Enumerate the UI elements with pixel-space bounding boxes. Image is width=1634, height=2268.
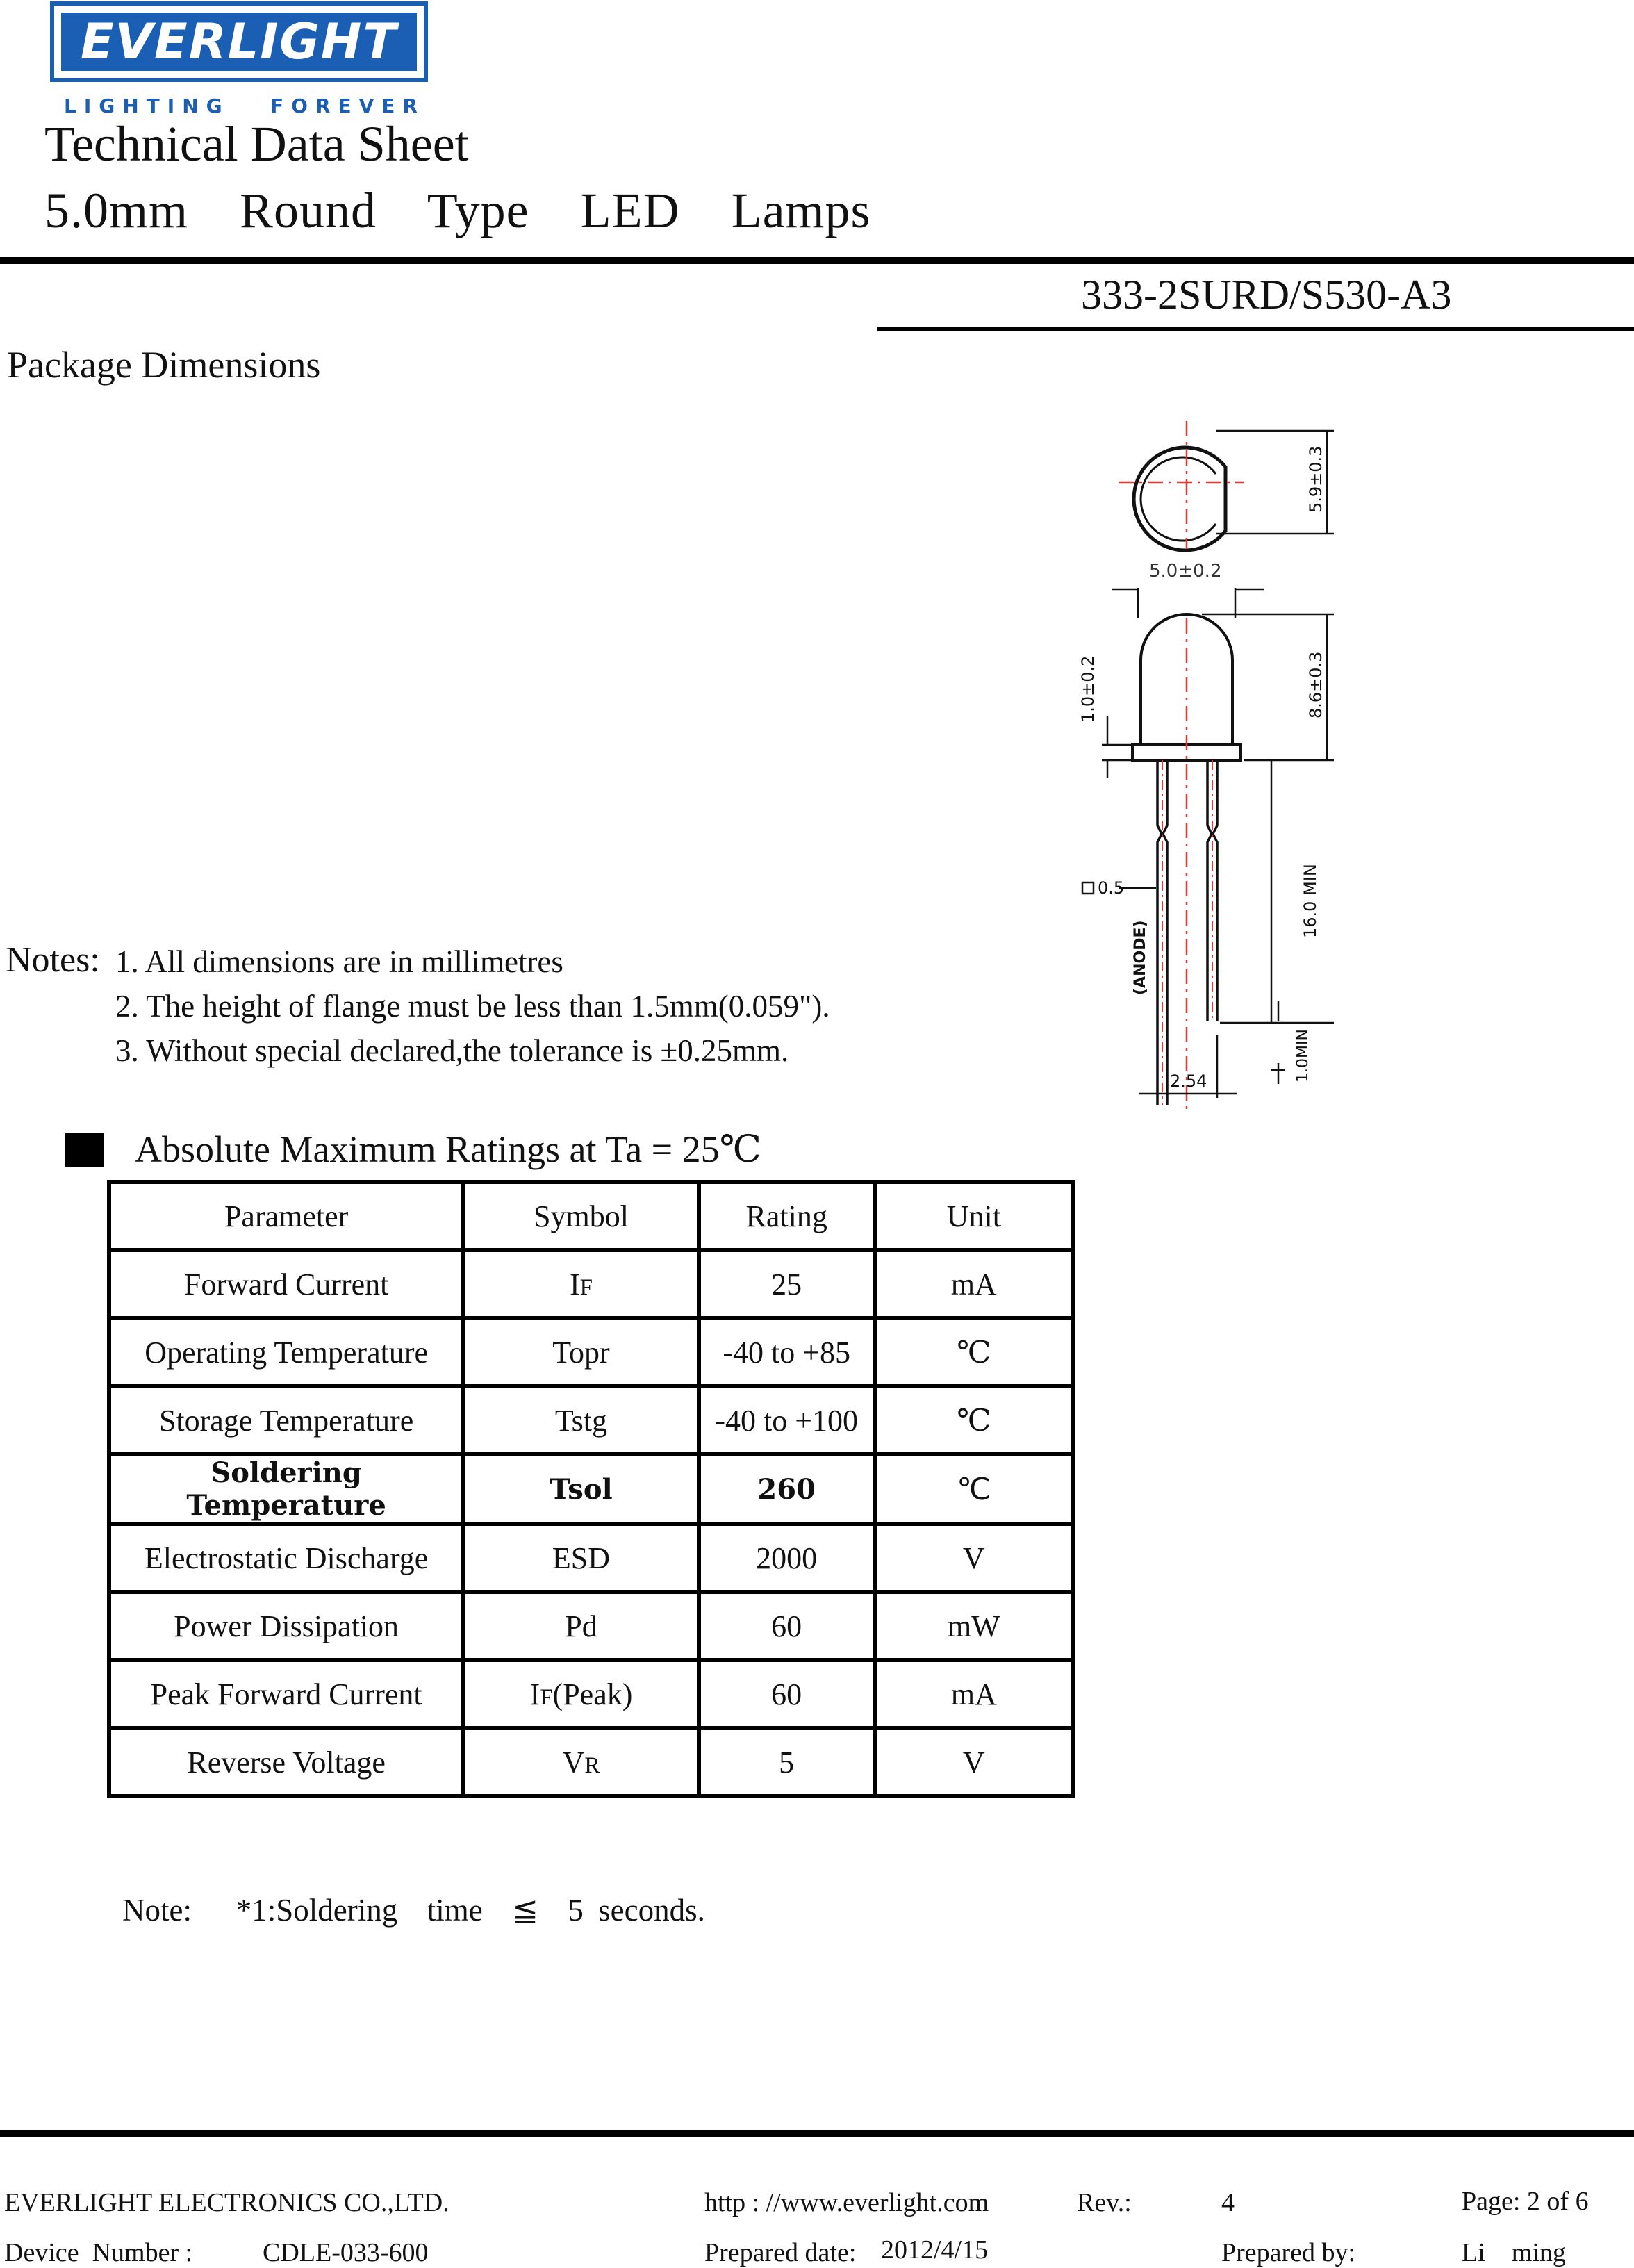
footer-prepared-by-value: Li ming <box>1462 2238 1566 2267</box>
dim-lead-square: 0.5 <box>1098 878 1125 898</box>
footer-rev-value: 4 <box>1221 2188 1235 2217</box>
dim-lead-length: 16.0 MIN <box>1301 864 1320 938</box>
section-bullet <box>65 1133 104 1167</box>
logo-tagline <box>64 94 425 117</box>
note-item: 1. All dimensions are in millimetres <box>115 944 563 979</box>
document-title: Technical Data Sheet <box>44 116 469 172</box>
header-cell: Parameter <box>109 1182 463 1250</box>
table-row <box>109 1660 1073 1728</box>
unit-cell: V <box>875 1524 1073 1592</box>
package-dimensions-heading: Package Dimensions <box>7 344 321 386</box>
footer-divider <box>0 2130 1634 2137</box>
rating-cell: 260 <box>699 1454 875 1524</box>
header-cell: Unit <box>875 1182 1073 1250</box>
dim-pitch: 2.54 <box>1170 1071 1207 1091</box>
tagline-left: LIGHTING <box>64 94 230 117</box>
symbol-cell: Topr <box>463 1318 698 1386</box>
rating-cell: 25 <box>699 1250 875 1318</box>
everlight-logo <box>50 1 428 82</box>
table-row <box>109 1318 1073 1386</box>
parameter-cell: Electrostatic Discharge <box>109 1524 463 1592</box>
parameter-cell: Forward Current <box>109 1250 463 1318</box>
dim-diameter: 5.0±0.2 <box>1149 561 1222 582</box>
footer-url[interactable]: http : //www.everlight.com <box>704 2188 989 2217</box>
table-row <box>109 1728 1073 1796</box>
table-row <box>109 1592 1073 1660</box>
rating-cell: -40 to +100 <box>699 1386 875 1454</box>
rating-cell: 60 <box>699 1592 875 1660</box>
note-item: 2. The height of flange must be less than 1.5mm(0.059"). <box>115 989 830 1024</box>
unit-cell: ℃ <box>875 1454 1073 1524</box>
dim-body-height: 8.6±0.3 <box>1306 651 1326 718</box>
unit-cell: mA <box>875 1660 1073 1728</box>
footer-rev-label: Rev.: <box>1077 2188 1132 2217</box>
logo-wordmark: EVERLIGHT <box>61 13 417 71</box>
table-header-row <box>109 1182 1073 1250</box>
part-number: 333-2SURD/S530-A3 <box>1081 272 1452 318</box>
parameter-cell: Reverse Voltage <box>109 1728 463 1796</box>
footer-prepared-date-value: 2012/4/15 <box>881 2235 989 2265</box>
footer-prepared-by-label: Prepared by: <box>1221 2238 1356 2267</box>
notes-label: Notes: <box>6 940 100 980</box>
note-item: 3. Without special declared,the tolerance is ±0.25mm. <box>115 1033 789 1068</box>
footer-device-value: CDLE-033-600 <box>263 2238 429 2267</box>
package-dimension-drawing <box>1063 410 1369 1119</box>
rating-cell: -40 to +85 <box>699 1318 875 1386</box>
rating-cell: 5 <box>699 1728 875 1796</box>
part-number-underline <box>877 327 1634 331</box>
parameter-cell: Soldering Temperature <box>109 1454 463 1524</box>
ratings-heading: Absolute Maximum Ratings at Ta = 25℃ <box>135 1128 762 1170</box>
table-row <box>109 1386 1073 1454</box>
rating-cell: 2000 <box>699 1524 875 1592</box>
parameter-cell: Storage Temperature <box>109 1386 463 1454</box>
header-cell: Symbol <box>463 1182 698 1250</box>
document-subtitle: 5.0mm Round Type LED Lamps <box>44 183 871 238</box>
tagline-right: FOREVER <box>270 94 425 117</box>
header-divider <box>0 257 1634 264</box>
symbol-cell: Tstg <box>463 1386 698 1454</box>
symbol-cell: ESD <box>463 1524 698 1592</box>
dim-flange: 1.0±0.2 <box>1078 655 1098 723</box>
symbol-cell: Pd <box>463 1592 698 1660</box>
soldering-note: Note: *1:Soldering time ≦ 5 seconds. <box>122 1893 705 1928</box>
unit-cell: mW <box>875 1592 1073 1660</box>
symbol-cell: IF(Peak) <box>463 1660 698 1728</box>
top-view <box>1134 447 1226 550</box>
symbol-cell: Tsol <box>463 1454 698 1524</box>
dim-lead-extra: 1.0MIN <box>1294 1029 1312 1083</box>
dim-height-top: 5.9±0.3 <box>1306 445 1326 513</box>
footer-page: Page: 2 of 6 <box>1462 2187 1589 2216</box>
unit-cell: V <box>875 1728 1073 1796</box>
footer-prepared-date-label: Prepared date: <box>704 2238 857 2267</box>
symbol-cell: IF <box>463 1250 698 1318</box>
footer-company: EVERLIGHT ELECTRONICS CO.,LTD. <box>4 2188 449 2217</box>
table-row <box>109 1250 1073 1318</box>
unit-cell: mA <box>875 1250 1073 1318</box>
anode-label: (ANODE) <box>1132 920 1149 995</box>
table-row <box>109 1524 1073 1592</box>
unit-cell: ℃ <box>875 1386 1073 1454</box>
rating-cell: 60 <box>699 1660 875 1728</box>
header-cell: Rating <box>699 1182 875 1250</box>
parameter-cell: Power Dissipation <box>109 1592 463 1660</box>
unit-cell: ℃ <box>875 1318 1073 1386</box>
symbol-cell: VR <box>463 1728 698 1796</box>
parameter-cell: Operating Temperature <box>109 1318 463 1386</box>
table-row <box>109 1454 1073 1524</box>
ratings-table <box>107 1180 1075 1798</box>
footer-device-label: Device Number : <box>4 2238 193 2267</box>
parameter-cell: Peak Forward Current <box>109 1660 463 1728</box>
